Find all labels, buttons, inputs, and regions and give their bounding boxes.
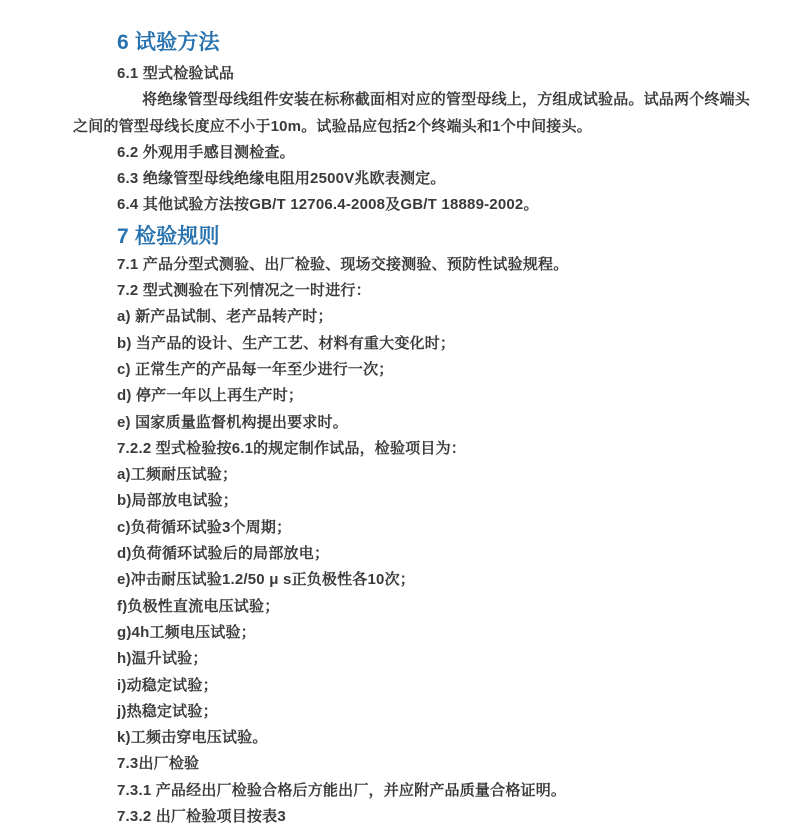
clause-6-2: 6.2 外观用手感目测检查。 [117,143,295,161]
section-7-inspection-rules [73,224,750,831]
list-item-7-2-d: d) 停产一年以上再生产时； [117,387,304,405]
list-item-7-2-2-k: k)工频击穿电压试验。 [117,729,268,747]
paragraph-6-1-body: 将绝缘管型母线组件安装在标称截面相对应的管型母线上，方组成试验品。试品两个终端头之间的管型母线长度应不小于10m。试验品应包括2个终端头和1个中间接头。 [73,91,751,135]
section-7-heading: 7 检验规则 [117,224,220,248]
list-item-7-2-2-b: b)局部放电试验； [117,492,238,510]
list-item-7-2-2-f: f)负极性直流电压试验； [117,597,280,615]
list-item-7-2-2-g: g)4h工频电压试验； [117,623,256,641]
list-item-7-2-c: c) 正常生产的产品每一年至少进行一次； [117,360,394,378]
list-item-7-2-2-c: c)负荷循环试验3个周期； [117,518,292,536]
clause-6-4: 6.4 其他试验方法按GB/T 12706.4-2008及GB/T 18889-2002。 [117,196,539,214]
list-item-7-2-b: b) 当产品的设计、生产工艺、材料有重大变化时； [117,334,456,352]
list-item-7-2-2-a: a)工频耐压试验； [117,466,238,484]
list-item-7-2-a: a) 新产品试制、老产品转产时； [117,308,333,326]
clause-7-3-2: 7.3.2 出厂检验项目按表3 [117,808,286,826]
list-item-7-2-2-d: d)负荷循环试验后的局部放电； [117,545,330,563]
list-item-7-2-2-j: j)热稳定试验； [117,702,218,720]
clause-7-3: 7.3出厂检验 [117,755,200,773]
clause-7-1: 7.1 产品分型式测验、出厂检验、现场交接测验、预防性试验规程。 [117,255,569,273]
clause-6-1: 6.1 型式检验试品 [117,65,235,82]
section-6-test-methods [73,30,750,219]
list-item-7-2-2-h: h)温升试验； [117,650,208,668]
list-item-7-2-e: e) 国家质量监督机构提出要求时。 [117,413,348,431]
clause-7-2: 7.2 型式测验在下列情况之一时进行： [117,282,371,300]
clause-7-2-2: 7.2.2 型式检验按6.1的规定制作试品，检验项目为： [117,439,466,457]
list-item-7-2-2-i: i)动稳定试验； [117,676,218,694]
section-6-heading: 6 试验方法 [117,31,220,54]
clause-6-3: 6.3 绝缘管型母线绝缘电阻用2500V兆欧表测定。 [117,170,446,188]
clause-7-3-1: 7.3.1 产品经出厂检验合格后方能出厂，并应附产品质量合格证明。 [117,781,567,799]
list-item-7-2-2-e: e)冲击耐压试验1.2/50 μ s正负极性各10次； [117,571,415,589]
